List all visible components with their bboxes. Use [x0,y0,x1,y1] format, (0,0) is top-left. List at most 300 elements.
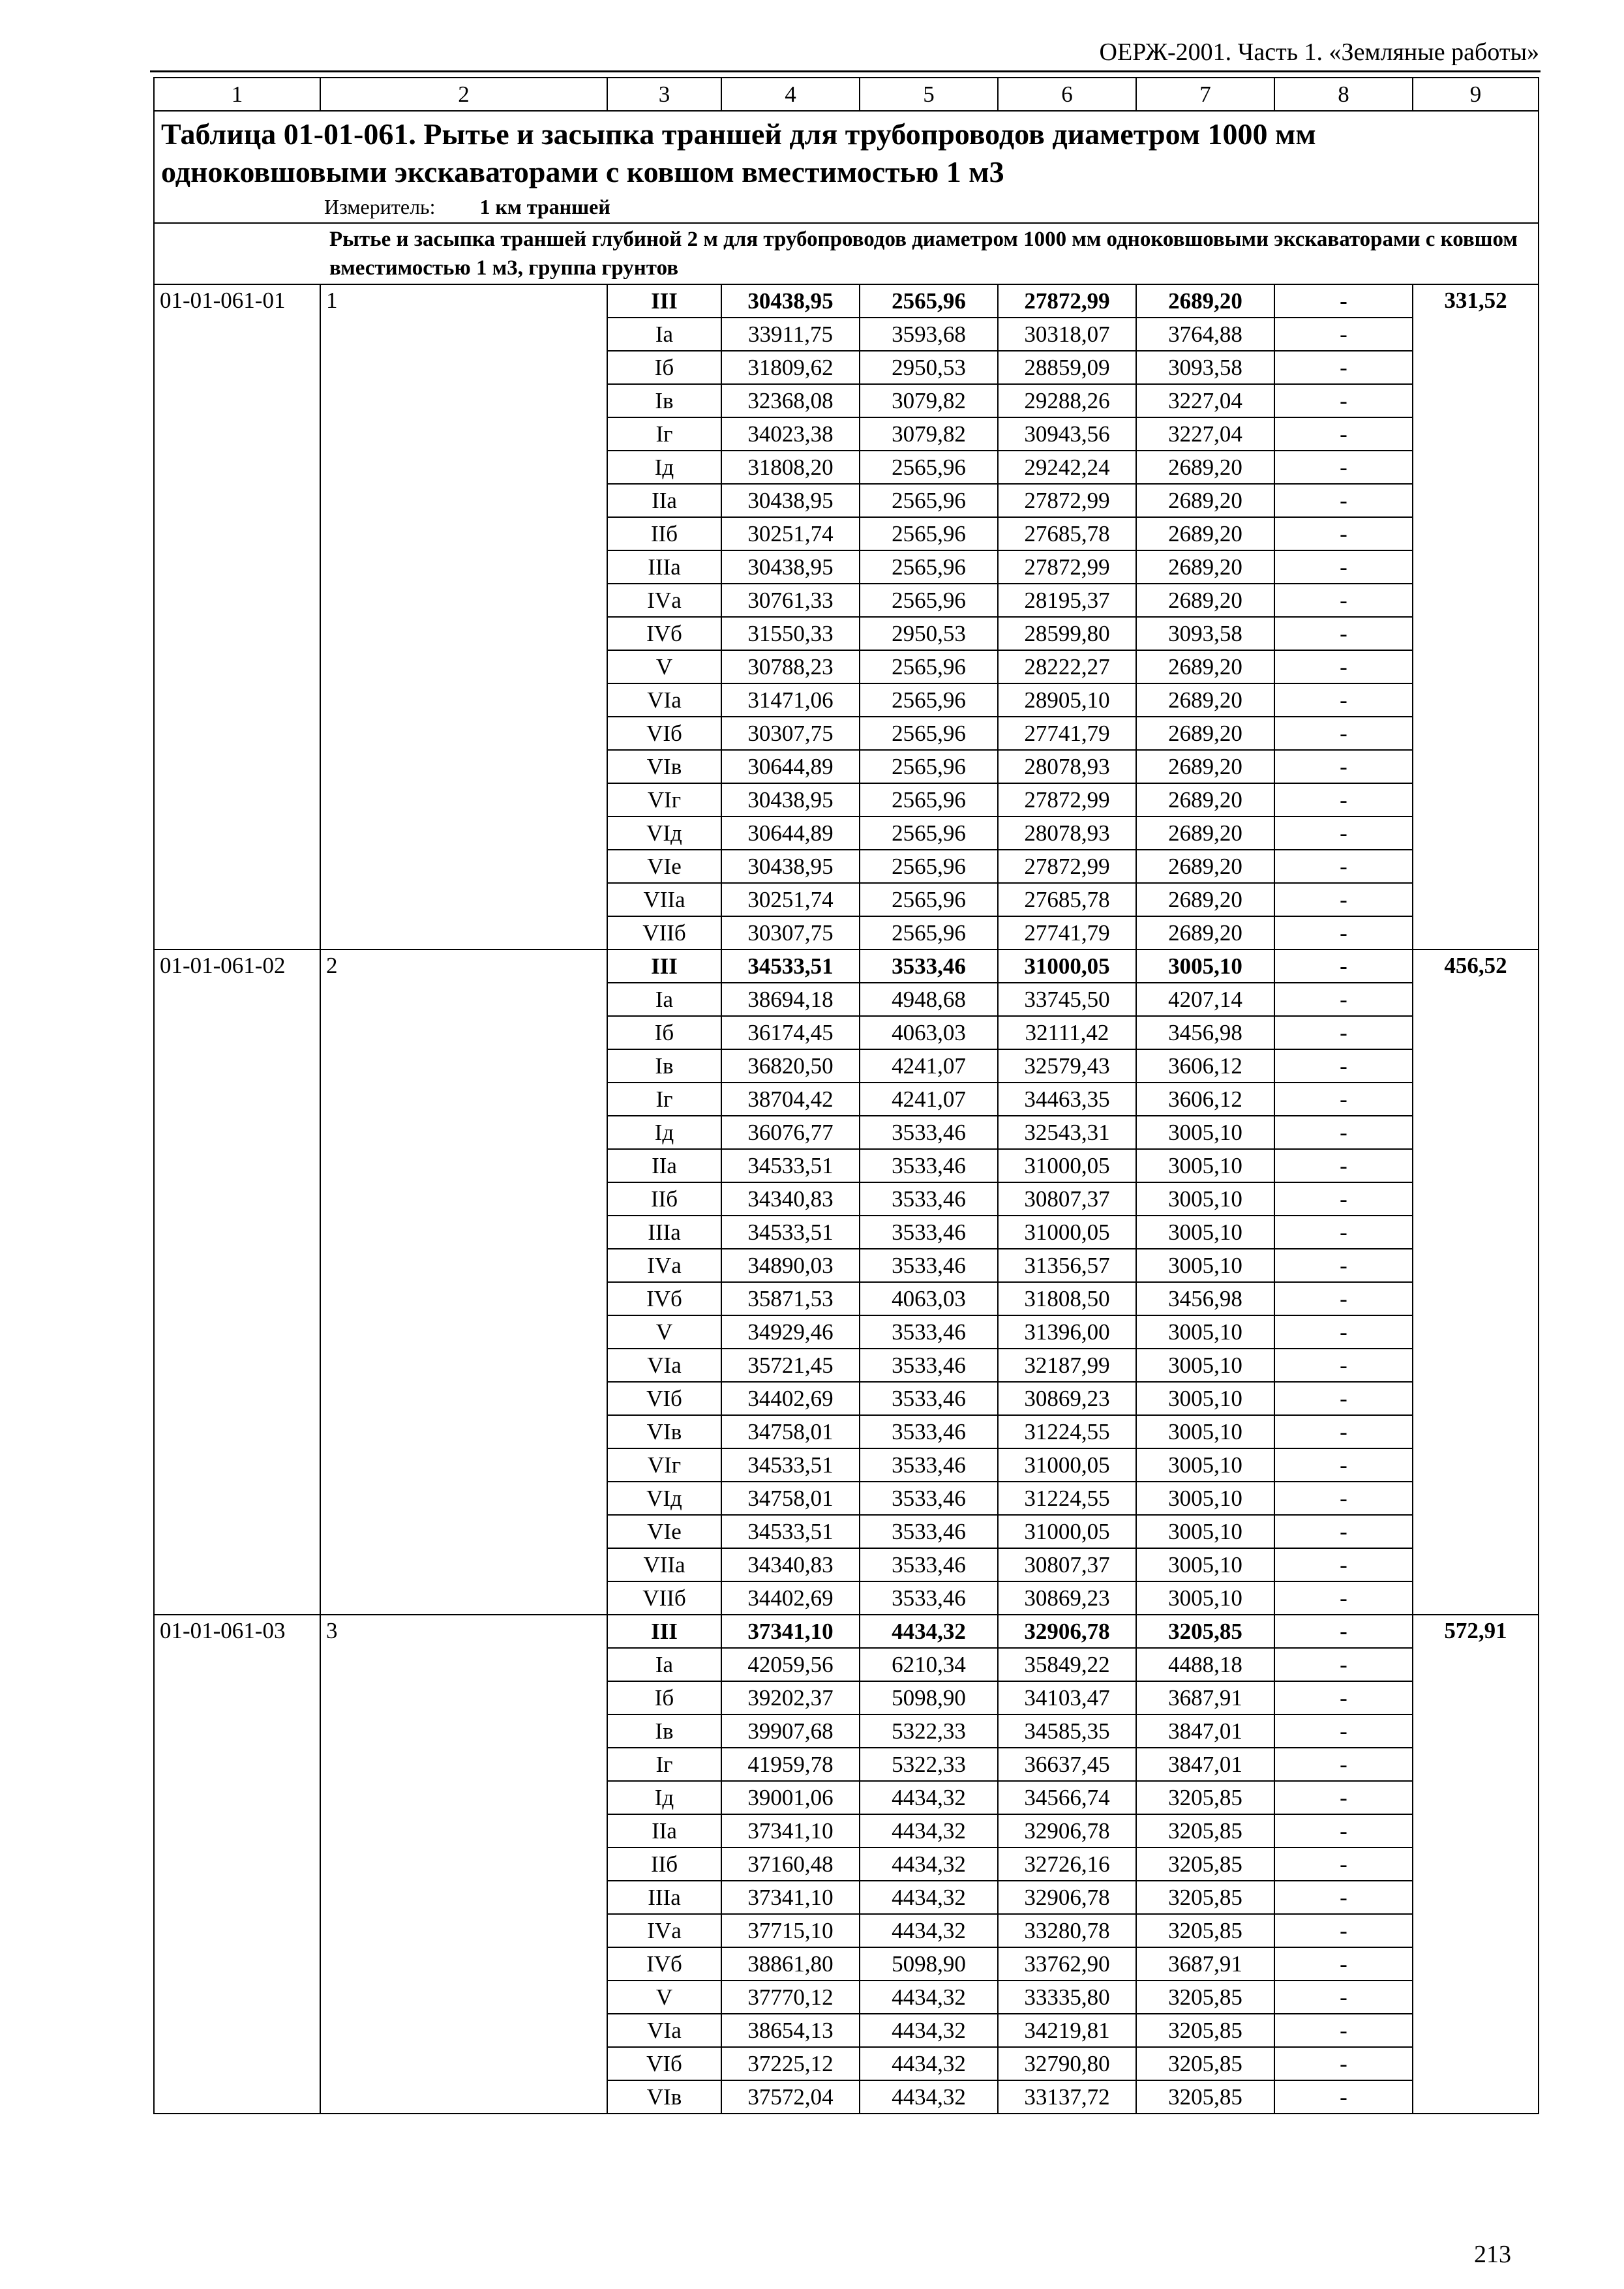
column-number: 7 [1136,78,1274,111]
machine-cost: 31356,57 [998,1249,1136,1282]
materials-cost: - [1274,1083,1413,1116]
machine-cost: 28222,27 [998,650,1136,683]
total-cost: 33911,75 [721,318,860,351]
machinist-wages: 3687,91 [1136,1947,1274,1981]
materials-cost: - [1274,750,1413,783]
machinist-wages: 3005,10 [1136,1249,1274,1282]
total-cost: 34402,69 [721,1581,860,1615]
machine-cost: 32726,16 [998,1848,1136,1881]
machinist-wages: 3205,85 [1136,1914,1274,1947]
machinist-wages: 2689,20 [1136,284,1274,318]
materials-cost: - [1274,284,1413,318]
materials-cost: - [1274,2014,1413,2047]
machine-cost: 29288,26 [998,384,1136,417]
total-cost: 36076,77 [721,1116,860,1149]
soil-group: Iб [607,351,721,384]
wages: 3533,46 [860,1116,998,1149]
machine-cost: 28905,10 [998,683,1136,717]
soil-group: IIIа [607,1881,721,1914]
machine-cost: 30869,23 [998,1382,1136,1415]
wages: 4063,03 [860,1282,998,1315]
total-cost: 34929,46 [721,1315,860,1349]
soil-group: IIб [607,1182,721,1216]
labor-cost: 331,52 [1413,284,1539,950]
materials-cost: - [1274,584,1413,617]
wages: 5098,90 [860,1947,998,1981]
wages: 4434,32 [860,1881,998,1914]
machine-cost: 34585,35 [998,1714,1136,1748]
wages: 3533,46 [860,1315,998,1349]
wages: 4948,68 [860,983,998,1016]
machine-cost: 36637,45 [998,1748,1136,1781]
machine-cost: 33762,90 [998,1947,1136,1981]
materials-cost: - [1274,1249,1413,1282]
soil-group: VIд [607,1482,721,1515]
materials-cost: - [1274,950,1413,983]
soil-group: VIIб [607,1581,721,1615]
table-row [154,950,1539,983]
machine-cost: 30807,37 [998,1548,1136,1581]
machine-cost: 34103,47 [998,1681,1136,1714]
wages: 4434,32 [860,1814,998,1848]
machine-cost: 31224,55 [998,1482,1136,1515]
machinist-wages: 2689,20 [1136,717,1274,750]
materials-cost: - [1274,417,1413,451]
materials-cost: - [1274,1781,1413,1814]
section-title: Рытье и засыпка траншей глубиной 2 м для трубопроводов диаметром 1000 мм одноковшовыми экскаваторами с ковшом вместимостью 1 м3, группа грунтов [154,223,1539,284]
machinist-wages: 3005,10 [1136,1548,1274,1581]
machinist-wages: 3205,85 [1136,2047,1274,2080]
column-number: 3 [607,78,721,111]
wages: 3533,46 [860,1149,998,1182]
running-header: ОЕРЖ-2001. Часть 1. «Земляные работы» [1099,38,1539,66]
materials-cost: - [1274,1116,1413,1149]
total-cost: 35721,45 [721,1349,860,1382]
soil-group: VIе [607,850,721,883]
materials-cost: - [1274,1315,1413,1349]
materials-cost: - [1274,1349,1413,1382]
rate-code: 01-01-061-02 [154,950,320,1615]
machinist-wages: 3005,10 [1136,1216,1274,1249]
table-row [154,1615,1539,1648]
soil-group: IIа [607,484,721,517]
machine-cost: 28078,93 [998,750,1136,783]
total-cost: 37341,10 [721,1881,860,1914]
total-cost: 35871,53 [721,1282,860,1315]
machinist-wages: 2689,20 [1136,584,1274,617]
materials-cost: - [1274,1548,1413,1581]
machine-cost: 32906,78 [998,1814,1136,1848]
machinist-wages: 3005,10 [1136,1349,1274,1382]
soil-group: IVб [607,1947,721,1981]
materials-cost: - [1274,1714,1413,1748]
wages: 2565,96 [860,883,998,916]
machinist-wages: 2689,20 [1136,550,1274,584]
machinist-wages: 3205,85 [1136,1981,1274,2014]
total-cost: 30307,75 [721,916,860,950]
rate-number: 3 [320,1615,607,2114]
column-number: 2 [320,78,607,111]
machinist-wages: 3005,10 [1136,1515,1274,1548]
total-cost: 30438,95 [721,484,860,517]
machine-cost: 34463,35 [998,1083,1136,1116]
total-cost: 30761,33 [721,584,860,617]
materials-cost: - [1274,1282,1413,1315]
soil-group: V [607,1315,721,1349]
wages: 3533,46 [860,1216,998,1249]
machinist-wages: 3005,10 [1136,1482,1274,1515]
machinist-wages: 3456,98 [1136,1282,1274,1315]
total-cost: 34533,51 [721,950,860,983]
wages: 5098,90 [860,1681,998,1714]
machine-cost: 33137,72 [998,2080,1136,2114]
materials-cost: - [1274,384,1413,417]
machine-cost: 32187,99 [998,1349,1136,1382]
wages: 2565,96 [860,284,998,318]
machinist-wages: 3005,10 [1136,1116,1274,1149]
soil-group: IIа [607,1149,721,1182]
soil-group: IIIа [607,550,721,584]
machine-cost: 27872,99 [998,550,1136,584]
wages: 2565,96 [860,717,998,750]
page-number: 213 [1474,2241,1511,2268]
total-cost: 34533,51 [721,1149,860,1182]
machine-cost: 28599,80 [998,617,1136,650]
soil-group: VIг [607,1448,721,1482]
total-cost: 31808,20 [721,451,860,484]
labor-cost: 572,91 [1413,1615,1539,2114]
total-cost: 30438,95 [721,783,860,816]
total-cost: 34533,51 [721,1216,860,1249]
machine-cost: 35849,22 [998,1648,1136,1681]
total-cost: 31550,33 [721,617,860,650]
total-cost: 41959,78 [721,1748,860,1781]
machinist-wages: 2689,20 [1136,783,1274,816]
materials-cost: - [1274,2080,1413,2114]
materials-cost: - [1274,1448,1413,1482]
machinist-wages: 3205,85 [1136,1848,1274,1881]
materials-cost: - [1274,1881,1413,1914]
machinist-wages: 3005,10 [1136,1581,1274,1615]
machinist-wages: 3847,01 [1136,1748,1274,1781]
wages: 3593,68 [860,318,998,351]
wages: 3533,46 [860,1515,998,1548]
machinist-wages: 3093,58 [1136,351,1274,384]
total-cost: 30251,74 [721,883,860,916]
column-number: 4 [721,78,860,111]
rate-code: 01-01-061-03 [154,1615,320,2114]
materials-cost: - [1274,983,1413,1016]
total-cost: 37160,48 [721,1848,860,1881]
machine-cost: 32906,78 [998,1615,1136,1648]
materials-cost: - [1274,451,1413,484]
total-cost: 37341,10 [721,1615,860,1648]
total-cost: 30438,95 [721,850,860,883]
total-cost: 37225,12 [721,2047,860,2080]
wages: 3533,46 [860,1415,998,1448]
wages: 2950,53 [860,351,998,384]
total-cost: 38654,13 [721,2014,860,2047]
total-cost: 32368,08 [721,384,860,417]
machinist-wages: 3456,98 [1136,1016,1274,1049]
machine-cost: 27872,99 [998,484,1136,517]
machine-cost: 33745,50 [998,983,1136,1016]
machinist-wages: 2689,20 [1136,750,1274,783]
machine-cost: 30318,07 [998,318,1136,351]
machine-cost: 27741,79 [998,717,1136,750]
wages: 3533,46 [860,1249,998,1282]
total-cost: 30307,75 [721,717,860,750]
machine-cost: 32543,31 [998,1116,1136,1149]
total-cost: 37572,04 [721,2080,860,2114]
materials-cost: - [1274,1482,1413,1515]
wages: 2950,53 [860,617,998,650]
soil-group: VIв [607,750,721,783]
wages: 2565,96 [860,451,998,484]
column-number: 1 [154,78,320,111]
materials-cost: - [1274,484,1413,517]
soil-group: Iв [607,384,721,417]
wages: 4434,32 [860,2080,998,2114]
machinist-wages: 2689,20 [1136,451,1274,484]
machinist-wages: 2689,20 [1136,850,1274,883]
total-cost: 34758,01 [721,1482,860,1515]
soil-group: Iд [607,1781,721,1814]
rate-number: 2 [320,950,607,1615]
materials-cost: - [1274,883,1413,916]
section-row [154,223,1539,284]
soil-group: IVа [607,1914,721,1947]
wages: 4434,32 [860,1848,998,1881]
materials-cost: - [1274,1515,1413,1548]
wages: 3533,46 [860,1349,998,1382]
total-cost: 34533,51 [721,1515,860,1548]
soil-group: Iв [607,1049,721,1083]
column-number: 9 [1413,78,1539,111]
wages: 4434,32 [860,1781,998,1814]
machinist-wages: 3205,85 [1136,2080,1274,2114]
materials-cost: - [1274,1016,1413,1049]
soil-group: V [607,1981,721,2014]
total-cost: 34402,69 [721,1382,860,1415]
soil-group: III [607,950,721,983]
machinist-wages: 3005,10 [1136,1415,1274,1448]
wages: 2565,96 [860,816,998,850]
machinist-wages: 3764,88 [1136,318,1274,351]
machinist-wages: 4488,18 [1136,1648,1274,1681]
soil-group: VIб [607,2047,721,2080]
wages: 3533,46 [860,1382,998,1415]
total-cost: 38694,18 [721,983,860,1016]
measure-label: Измеритель: [324,195,436,218]
total-cost: 34340,83 [721,1548,860,1581]
wages: 3533,46 [860,1548,998,1581]
rate-code: 01-01-061-01 [154,284,320,950]
machine-cost: 31000,05 [998,950,1136,983]
soil-group: VIа [607,683,721,717]
soil-group: Iг [607,417,721,451]
soil-group: VIа [607,1349,721,1382]
soil-group: Iб [607,1016,721,1049]
machinist-wages: 3205,85 [1136,1781,1274,1814]
machine-cost: 31000,05 [998,1216,1136,1249]
materials-cost: - [1274,318,1413,351]
total-cost: 42059,56 [721,1648,860,1681]
materials-cost: - [1274,1848,1413,1881]
soil-group: VIа [607,2014,721,2047]
column-number: 5 [860,78,998,111]
soil-group: Iг [607,1748,721,1781]
materials-cost: - [1274,2047,1413,2080]
soil-group: Iа [607,983,721,1016]
materials-cost: - [1274,1382,1413,1415]
soil-group: Iв [607,1714,721,1748]
machinist-wages: 2689,20 [1136,517,1274,550]
total-cost: 37770,12 [721,1981,860,2014]
header-rule [150,70,1541,72]
materials-cost: - [1274,1149,1413,1182]
materials-cost: - [1274,1581,1413,1615]
machinist-wages: 3005,10 [1136,1382,1274,1415]
wages: 4241,07 [860,1049,998,1083]
materials-cost: - [1274,1748,1413,1781]
total-cost: 36820,50 [721,1049,860,1083]
wages: 4434,32 [860,2047,998,2080]
soil-group: IVб [607,1282,721,1315]
machinist-wages: 2689,20 [1136,683,1274,717]
materials-cost: - [1274,650,1413,683]
machine-cost: 31000,05 [998,1515,1136,1548]
materials-cost: - [1274,1216,1413,1249]
machine-cost: 28078,93 [998,816,1136,850]
machine-cost: 30807,37 [998,1182,1136,1216]
materials-cost: - [1274,1049,1413,1083]
column-number-row [154,78,1539,111]
machine-cost: 27872,99 [998,850,1136,883]
soil-group: VIд [607,816,721,850]
wages: 2565,96 [860,683,998,717]
machinist-wages: 3687,91 [1136,1681,1274,1714]
materials-cost: - [1274,351,1413,384]
machine-cost: 31396,00 [998,1315,1136,1349]
wages: 3533,46 [860,950,998,983]
materials-cost: - [1274,783,1413,816]
machinist-wages: 3005,10 [1136,1149,1274,1182]
machine-cost: 27685,78 [998,883,1136,916]
machine-cost: 30943,56 [998,417,1136,451]
soil-group: Iа [607,1648,721,1681]
machinist-wages: 3205,85 [1136,1881,1274,1914]
machinist-wages: 3005,10 [1136,1315,1274,1349]
materials-cost: - [1274,1415,1413,1448]
total-cost: 38704,42 [721,1083,860,1116]
machine-cost: 34566,74 [998,1781,1136,1814]
total-cost: 34023,38 [721,417,860,451]
soil-group: IVа [607,584,721,617]
soil-group: IVб [607,617,721,650]
total-cost: 30644,89 [721,750,860,783]
soil-group: III [607,1615,721,1648]
soil-group: III [607,284,721,318]
machinist-wages: 2689,20 [1136,916,1274,950]
machine-cost: 29242,24 [998,451,1136,484]
machinist-wages: 3205,85 [1136,1615,1274,1648]
machinist-wages: 3205,85 [1136,1814,1274,1848]
machine-cost: 34219,81 [998,2014,1136,2047]
machinist-wages: 3606,12 [1136,1049,1274,1083]
wages: 2565,96 [860,584,998,617]
machinist-wages: 2689,20 [1136,484,1274,517]
wages: 3533,46 [860,1448,998,1482]
total-cost: 34890,03 [721,1249,860,1282]
machinist-wages: 3093,58 [1136,617,1274,650]
machinist-wages: 2689,20 [1136,883,1274,916]
materials-cost: - [1274,916,1413,950]
materials-cost: - [1274,850,1413,883]
machinist-wages: 3227,04 [1136,417,1274,451]
materials-cost: - [1274,1648,1413,1681]
machinist-wages: 3005,10 [1136,950,1274,983]
wages: 4434,32 [860,2014,998,2047]
machine-cost: 32906,78 [998,1881,1136,1914]
total-cost: 30644,89 [721,816,860,850]
total-cost: 38861,80 [721,1947,860,1981]
wages: 3533,46 [860,1482,998,1515]
materials-cost: - [1274,1914,1413,1947]
materials-cost: - [1274,550,1413,584]
total-cost: 37341,10 [721,1814,860,1848]
wages: 3079,82 [860,417,998,451]
wages: 4063,03 [860,1016,998,1049]
machine-cost: 27872,99 [998,284,1136,318]
machinist-wages: 2689,20 [1136,650,1274,683]
soil-group: VIе [607,1515,721,1548]
soil-group: VIг [607,783,721,816]
machine-cost: 33280,78 [998,1914,1136,1947]
table-title: Таблица 01-01-061. Рытье и засыпка траншей для трубопроводов диаметром 1000 мм одноковшовыми экскаваторами с ковшом вместимостью 1 м3 [161,117,1316,188]
total-cost: 36174,45 [721,1016,860,1049]
wages: 2565,96 [860,750,998,783]
materials-cost: - [1274,717,1413,750]
soil-group: IVа [607,1249,721,1282]
total-cost: 39202,37 [721,1681,860,1714]
machinist-wages: 3005,10 [1136,1448,1274,1482]
total-cost: 31471,06 [721,683,860,717]
wages: 5322,33 [860,1714,998,1748]
materials-cost: - [1274,1814,1413,1848]
soil-group: VIв [607,1415,721,1448]
wages: 2565,96 [860,916,998,950]
wages: 3533,46 [860,1581,998,1615]
total-cost: 31809,62 [721,351,860,384]
column-number: 6 [998,78,1136,111]
measure-line [155,191,1538,222]
soil-group: V [607,650,721,683]
soil-group: Iд [607,1116,721,1149]
total-cost: 34758,01 [721,1415,860,1448]
wages: 3533,46 [860,1182,998,1216]
machine-cost: 27685,78 [998,517,1136,550]
total-cost: 39001,06 [721,1781,860,1814]
wages: 4434,32 [860,1981,998,2014]
soil-group: Iб [607,1681,721,1714]
rates-table [153,77,1539,2114]
labor-cost: 456,52 [1413,950,1539,1615]
total-cost: 30251,74 [721,517,860,550]
materials-cost: - [1274,1681,1413,1714]
wages: 2565,96 [860,850,998,883]
wages: 5322,33 [860,1748,998,1781]
